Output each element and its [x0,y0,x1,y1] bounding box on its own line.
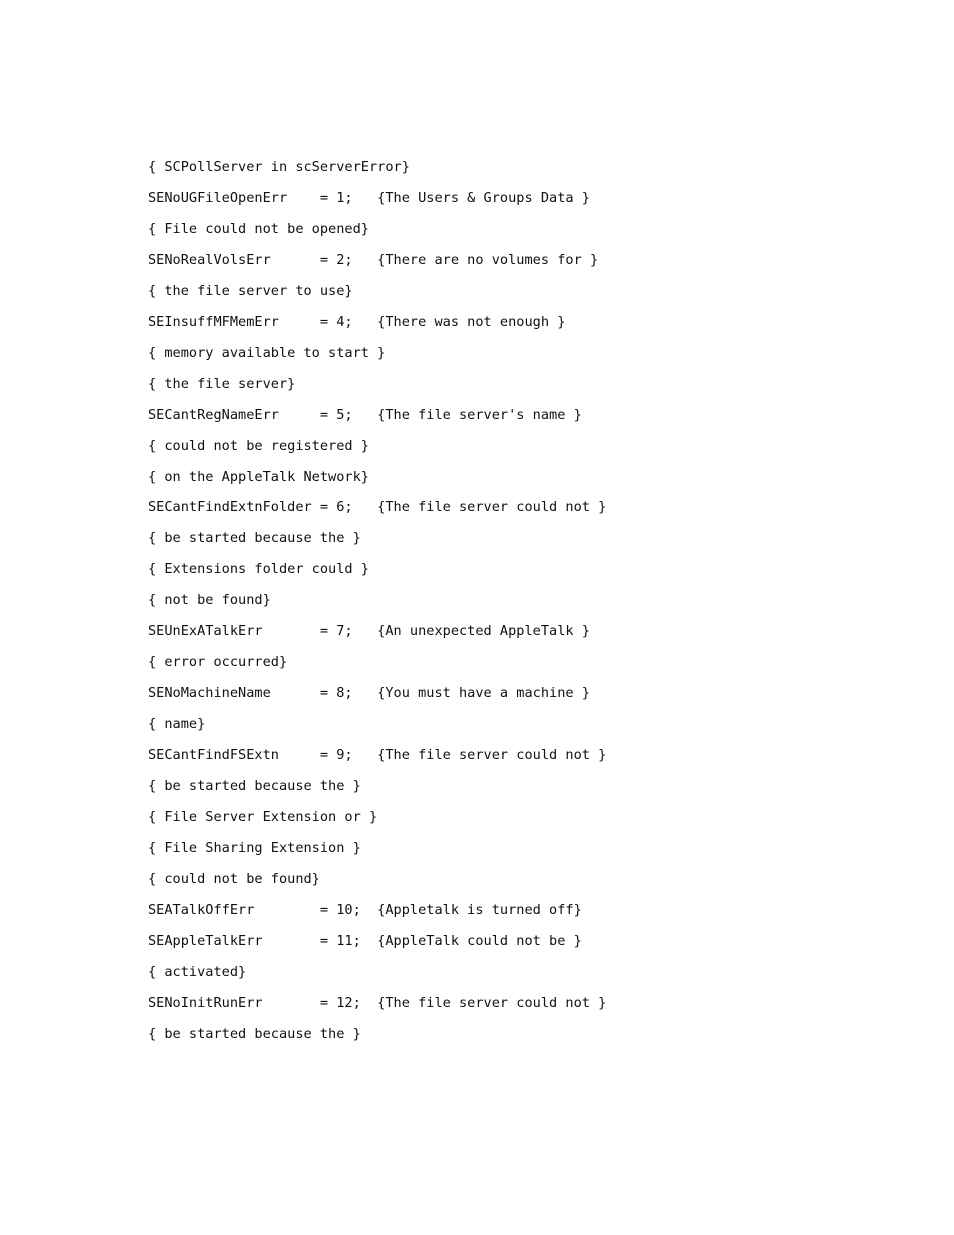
code-line: { File Server Extension or } [148,809,378,826]
code-line: { the file server to use} [148,282,353,299]
code-line: SENoRealVolsErr = 2; {There are no volumes for } [148,251,599,268]
code-line: SECantRegNameErr = 5; {The file server's name } [148,406,582,423]
code-line: SEAppleTalkErr = 11; {AppleTalk could not be } [148,932,582,949]
code-line: SEUnExATalkErr = 7; {An unexpected AppleTalk } [148,623,590,640]
code-line: { be started because the } [148,1025,361,1042]
code-listing [148,157,606,1055]
code-line: SEInsuffMFMemErr = 4; {There was not enough } [148,313,566,330]
code-line: { be started because the } [148,530,361,547]
code-line: SECantFindExtnFolder = 6; {The file server could not } [148,499,607,516]
code-line: { memory available to start } [148,344,386,361]
code-line: SENoMachineName = 8; {You must have a machine } [148,685,590,702]
code-line: SENoInitRunErr = 12; {The file server could not } [148,994,607,1011]
code-line: { not be found} [148,592,271,609]
code-line: { File could not be opened} [148,220,369,237]
code-line: { SCPollServer in scServerError} [148,159,410,175]
code-line: SECantFindFSExtn = 9; {The file server could not } [148,747,607,764]
code-line: { the file server} [148,375,296,392]
code-line: { File Sharing Extension } [148,839,361,856]
code-line: { activated} [148,963,247,980]
code-line: { on the AppleTalk Network} [148,468,369,485]
code-line: { error occurred} [148,654,288,671]
code-line: SEATalkOffErr = 10; {Appletalk is turned off} [148,901,582,918]
code-line: { name} [148,716,206,733]
code-line: { Extensions folder could } [148,561,369,578]
code-line: SENoUGFileOpenErr = 1; {The Users & Groups Data } [148,189,590,206]
code-line: { could not be registered } [148,437,369,454]
code-line: { be started because the } [148,778,361,795]
code-line: { could not be found} [148,870,320,887]
